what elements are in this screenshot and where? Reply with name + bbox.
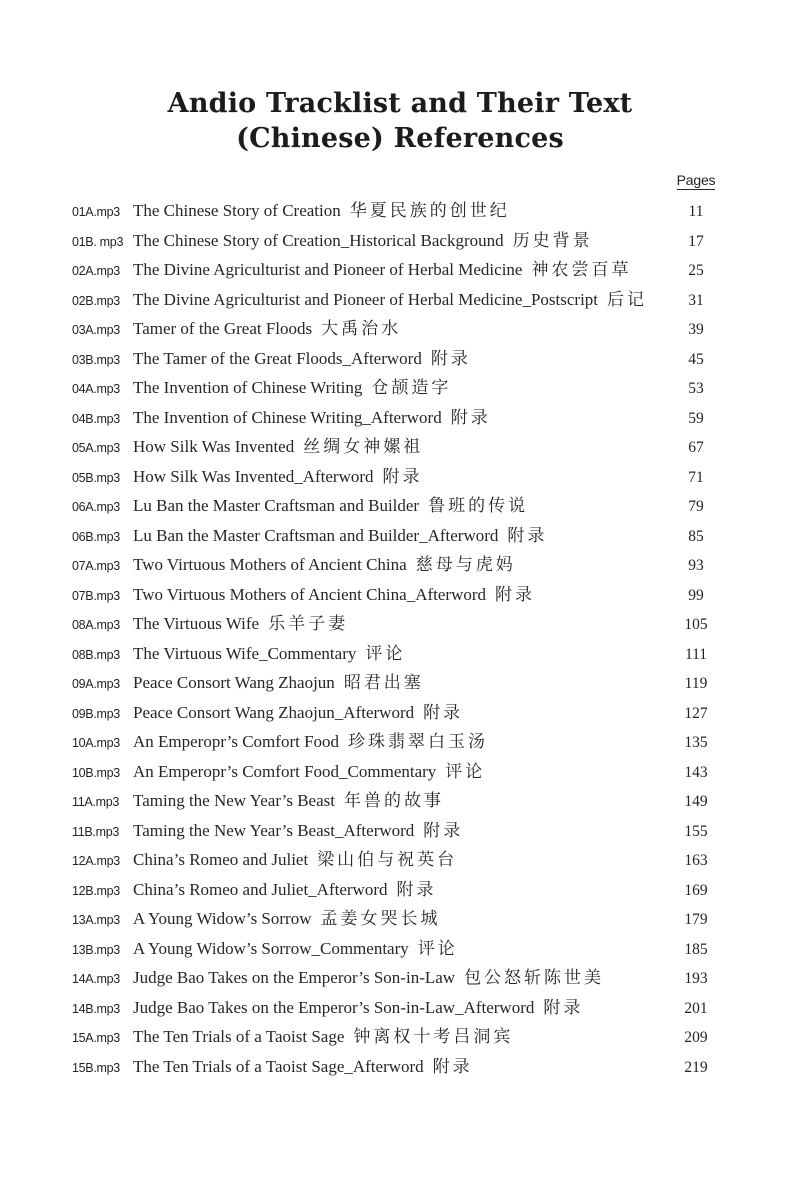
track-title-english: The Invention of Chinese Writing_Afterword [133, 407, 442, 427]
track-page-number: 17 [688, 232, 704, 250]
track-title-chinese: 华夏民族的创世纪 [349, 201, 510, 221]
track-row [72, 433, 727, 463]
track-title-chinese: 附录 [432, 1056, 473, 1077]
track-title-english: China’s Romeo and Juliet_Afterword [133, 879, 388, 899]
track-page-number: 39 [688, 321, 704, 338]
track-page-number: 143 [684, 763, 708, 781]
track-page-number: 25 [688, 262, 704, 279]
pages-header-row [72, 172, 727, 190]
track-row [72, 640, 727, 670]
track-title-english: China’s Romeo and Juliet [133, 850, 309, 869]
track-filename: 04A.mp3 [72, 382, 120, 396]
track-title [133, 1053, 665, 1082]
track-page-number: 99 [688, 586, 704, 604]
pages-header-cell [665, 172, 727, 190]
tracklist-content [72, 172, 727, 1082]
track-page-number: 169 [684, 881, 708, 899]
track-page-number: 209 [684, 1029, 708, 1046]
track-title-english: An Emperopr’s Comfort Food_Commentary [133, 761, 437, 781]
track-filename: 03A.mp3 [72, 323, 120, 337]
track-filename: 15B.mp3 [72, 1060, 120, 1075]
track-filename: 08B.mp3 [72, 647, 120, 662]
track-title-english: A Young Widow’s Sorrow [133, 909, 312, 928]
track-row [72, 197, 727, 227]
track-title [133, 463, 665, 492]
track-title [133, 404, 665, 433]
track-title-english: Taming the New Year’s Beast [133, 791, 335, 810]
track-title-english: Taming the New Year’s Beast_Afterword [133, 820, 415, 840]
track-row [72, 551, 727, 581]
track-row [72, 610, 727, 640]
track-title-english: How Silk Was Invented [133, 437, 295, 456]
track-filename: 08A.mp3 [72, 618, 120, 632]
track-row [72, 522, 727, 552]
track-page-number: 111 [684, 645, 708, 663]
track-title-chinese: 附录 [430, 348, 471, 369]
track-filename: 09A.mp3 [72, 677, 120, 691]
track-title [133, 581, 665, 610]
track-title-english: Two Virtuous Mothers of Ancient China_Afterword [133, 584, 487, 604]
track-title-chinese: 包公怒斩陈世美 [464, 968, 605, 988]
track-page-number: 185 [684, 940, 708, 958]
track-row [72, 876, 727, 906]
track-page-number: 201 [684, 999, 708, 1017]
track-row [72, 787, 727, 817]
track-title-chinese: 孟姜女哭长城 [320, 909, 441, 929]
track-title-chinese: 年兽的故事 [344, 791, 444, 811]
track-title-english: Tamer of the Great Floods [133, 319, 313, 338]
track-title-chinese: 鲁班的传说 [428, 496, 529, 516]
track-title [133, 1023, 665, 1052]
pages-column-header: Pages [676, 172, 716, 188]
track-filename: 06A.mp3 [72, 500, 120, 514]
track-title [133, 846, 665, 875]
track-list [72, 197, 727, 1082]
track-title-english: Two Virtuous Mothers of Ancient China [133, 555, 407, 574]
track-filename: 05B.mp3 [72, 470, 120, 485]
track-page-number: 11 [688, 203, 704, 220]
track-title-chinese: 附录 [450, 407, 491, 428]
track-filename: 11A.mp3 [72, 795, 120, 809]
track-page-number: 193 [684, 970, 708, 987]
page-title-line2: (Chinese) References [236, 123, 564, 154]
track-title-chinese: 慈母与虎妈 [415, 555, 516, 575]
track-row [72, 905, 727, 935]
track-page-number: 79 [688, 498, 704, 515]
track-row [72, 286, 727, 316]
track-row [72, 1023, 727, 1053]
track-row [72, 669, 727, 699]
track-filename: 12A.mp3 [72, 854, 120, 868]
track-row [72, 699, 727, 729]
track-title-chinese: 附录 [396, 879, 437, 900]
track-row [72, 817, 727, 847]
track-page-number: 59 [688, 409, 704, 427]
track-page-number: 105 [684, 616, 708, 633]
track-title [133, 345, 665, 374]
track-title-english: Peace Consort Wang Zhaojun [133, 673, 335, 692]
track-title [133, 817, 665, 846]
track-title-english: The Divine Agriculturist and Pioneer of Herbal Medicine [133, 260, 523, 279]
track-title-chinese: 丝绸女神嫘祖 [303, 437, 424, 457]
track-row [72, 758, 727, 788]
track-title-chinese: 附录 [423, 702, 464, 723]
track-title [133, 905, 665, 934]
track-page-number: 127 [684, 704, 708, 722]
track-page-number: 53 [688, 380, 704, 397]
track-page-number: 155 [684, 822, 708, 840]
track-filename: 02B.mp3 [72, 293, 120, 308]
track-row [72, 964, 727, 994]
track-filename: 14B.mp3 [72, 1001, 120, 1016]
track-row [72, 315, 727, 345]
track-title-english: The Chinese Story of Creation_Historical Background [133, 230, 504, 250]
track-title-chinese: 评论 [417, 938, 458, 959]
track-filename: 02A.mp3 [72, 264, 120, 278]
track-filename: 04B.mp3 [72, 411, 120, 426]
track-page-number: 45 [688, 350, 704, 368]
track-title [133, 197, 665, 226]
track-title-english: Lu Ban the Master Craftsman and Builder_Afterword [133, 525, 499, 545]
track-page-number: 135 [684, 734, 708, 751]
track-page-number: 85 [688, 527, 704, 545]
track-filename: 15A.mp3 [72, 1031, 120, 1045]
track-row [72, 345, 727, 375]
track-title [133, 699, 665, 728]
track-title [133, 492, 665, 521]
track-title [133, 787, 665, 816]
track-row [72, 935, 727, 965]
track-title [133, 935, 665, 964]
track-title-chinese: 乐羊子妻 [268, 614, 349, 634]
track-title-chinese: 后记 [607, 289, 648, 310]
track-title-chinese: 附录 [507, 525, 548, 546]
track-filename: 13A.mp3 [72, 913, 120, 927]
track-filename: 14A.mp3 [72, 972, 120, 986]
track-title [133, 256, 665, 285]
track-row [72, 1053, 727, 1083]
track-title [133, 522, 665, 551]
track-title-english: Judge Bao Takes on the Emperor’s Son-in-Law [133, 968, 456, 987]
track-title-english: The Divine Agriculturist and Pioneer of Herbal Medicine_Postscript [133, 289, 599, 309]
page-title [0, 86, 800, 156]
track-title-chinese: 梁山伯与祝英台 [317, 850, 458, 870]
track-title-chinese: 昭君出塞 [343, 673, 424, 693]
track-title-english: The Ten Trials of a Taoist Sage_Afterword [133, 1056, 424, 1076]
track-filename: 05A.mp3 [72, 441, 120, 455]
track-page-number: 67 [688, 439, 704, 456]
page-title-line1: Andio Tracklist and Their Text [167, 88, 633, 119]
track-row [72, 581, 727, 611]
track-page-number: 179 [684, 911, 708, 928]
track-title-chinese: 附录 [495, 584, 536, 605]
track-filename: 06B.mp3 [72, 529, 120, 544]
track-title-english: The Chinese Story of Creation [133, 201, 341, 220]
track-title [133, 876, 665, 905]
track-filename: 09B.mp3 [72, 706, 120, 721]
track-row [72, 256, 727, 286]
track-title-english: Lu Ban the Master Craftsman and Builder [133, 496, 420, 515]
track-page-number: 149 [684, 793, 708, 810]
track-row [72, 846, 727, 876]
track-title [133, 994, 665, 1023]
track-title [133, 964, 665, 993]
track-title [133, 433, 665, 462]
track-filename: 01A.mp3 [72, 205, 120, 219]
track-filename: 10B.mp3 [72, 765, 120, 780]
track-row [72, 404, 727, 434]
track-title-english: The Ten Trials of a Taoist Sage [133, 1027, 345, 1046]
track-title-english: Judge Bao Takes on the Emperor’s Son-in-Law_Afterword [133, 997, 535, 1017]
track-title-english: The Virtuous Wife_Commentary [133, 643, 357, 663]
track-title-english: The Tamer of the Great Floods_Afterword [133, 348, 422, 368]
track-title-chinese: 神农尝百草 [531, 260, 632, 280]
track-page-number: 119 [684, 675, 708, 692]
track-title-chinese: 仓颉造字 [371, 378, 452, 398]
track-title-english: How Silk Was Invented_Afterword [133, 466, 374, 486]
track-title-english: A Young Widow’s Sorrow_Commentary [133, 938, 409, 958]
track-title [133, 610, 665, 639]
track-page-number: 219 [684, 1058, 708, 1076]
track-title-english: An Emperopr’s Comfort Food [133, 732, 340, 751]
track-page-number: 31 [688, 291, 704, 309]
track-row [72, 374, 727, 404]
track-title [133, 286, 665, 315]
track-filename: 13B.mp3 [72, 942, 120, 957]
track-row [72, 227, 727, 257]
track-title [133, 315, 665, 344]
track-filename: 07A.mp3 [72, 559, 120, 573]
track-filename: 10A.mp3 [72, 736, 120, 750]
track-title-chinese: 评论 [365, 643, 406, 664]
track-filename: 03B.mp3 [72, 352, 120, 367]
track-page-number: 71 [688, 468, 704, 486]
track-filename: 07B.mp3 [72, 588, 120, 603]
track-title-english: The Virtuous Wife [133, 614, 260, 633]
track-title-chinese: 大禹治水 [321, 319, 402, 339]
track-filename: 12B.mp3 [72, 883, 120, 898]
track-title-chinese: 历史背景 [512, 230, 593, 251]
track-title-english: The Invention of Chinese Writing [133, 378, 363, 397]
track-page-number: 93 [688, 557, 704, 574]
track-title-chinese: 附录 [543, 997, 584, 1018]
track-title [133, 551, 665, 580]
track-title-chinese: 珍珠翡翠白玉汤 [348, 732, 489, 752]
track-title [133, 227, 665, 256]
track-title-chinese: 附录 [382, 466, 423, 487]
track-row [72, 728, 727, 758]
track-filename: 01B. mp3 [72, 234, 124, 249]
track-title-chinese: 钟离权十考吕洞宾 [353, 1027, 514, 1047]
track-title [133, 669, 665, 698]
track-title [133, 758, 665, 787]
track-row [72, 492, 727, 522]
track-title-chinese: 评论 [445, 761, 486, 782]
track-row [72, 463, 727, 493]
track-filename: 11B.mp3 [72, 824, 120, 839]
track-title [133, 640, 665, 669]
track-title [133, 728, 665, 757]
track-title [133, 374, 665, 403]
track-page-number: 163 [684, 852, 708, 869]
track-title-english: Peace Consort Wang Zhaojun_Afterword [133, 702, 415, 722]
track-row [72, 994, 727, 1024]
track-title-chinese: 附录 [423, 820, 464, 841]
